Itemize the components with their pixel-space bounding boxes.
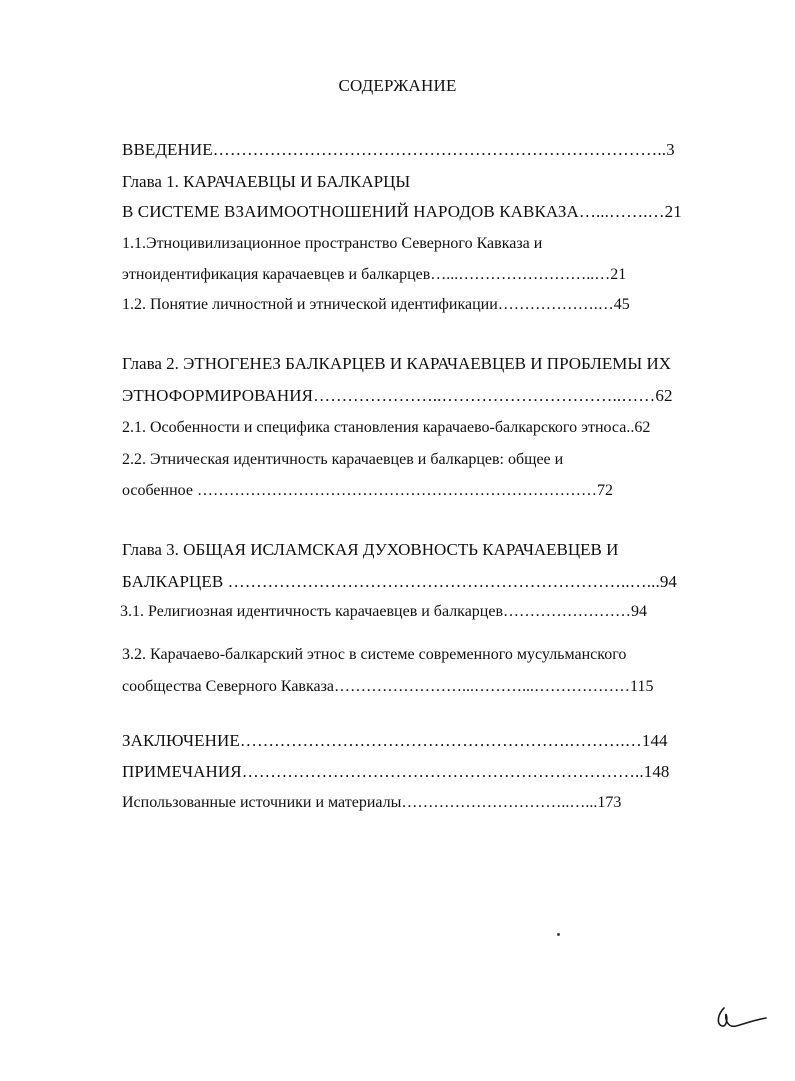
toc-entry-conclusion: ЗАКЛЮЧЕНИЕ………………………………………………….……….…144	[122, 731, 668, 750]
page-title: СОДЕРЖАНИЕ	[338, 76, 457, 95]
toc-section-3-2-line-2: сообщества Северного Кавказа……………………...………...………………115	[122, 678, 654, 695]
toc-chapter-1-heading: Глава 1. КАРАЧАЕВЦЫ И БАЛКАРЦЫ	[122, 172, 411, 191]
toc-chapter-3-title: БАЛКАРЦЕВ ……………………………………………………………..…...94	[122, 572, 678, 591]
toc-chapter-2-title: ЭТНОФОРМИРОВАНИЯ…………………..…………………………..……62	[122, 386, 673, 405]
toc-section-2-1: 2.1. Особенности и специфика становления карачаево-балкарского этноса..62	[122, 419, 651, 436]
toc-chapter-1-title: В СИСТЕМЕ ВЗАИМООТНОШЕНИЙ НАРОДОВ КАВКАЗА…...…….…21	[122, 202, 682, 221]
toc-section-1-2: 1.2. Понятие личностной и этнической идентификации……………….…45	[122, 296, 630, 313]
toc-section-2-2-line-2: особенное …………………………………………………………………72	[122, 482, 613, 499]
toc-chapter-3-heading: Глава 3. ОБЩАЯ ИСЛАМСКАЯ ДУХОВНОСТЬ КАРАЧАЕВЦЕВ И	[122, 540, 619, 559]
toc-chapter-2-heading: Глава 2. ЭТНОГЕНЕЗ БАЛКАРЦЕВ И КАРАЧАЕВЦЕВ И ПРОБЛЕМЫ ИХ	[122, 354, 672, 373]
handwritten-signature-icon	[712, 1000, 768, 1036]
toc-section-1-1-line-1: 1.1.Этноцивилизационное пространство Северного Кавказа и	[122, 235, 543, 252]
stray-dot-mark	[557, 933, 560, 936]
toc-section-3-2-line-1: 3.2. Карачаево-балкарский этнос в системе современного мусульманского	[122, 646, 627, 663]
toc-section-3-1: 3.1. Религиозная идентичность карачаевцев и балкарцев……………………94	[120, 603, 648, 620]
toc-section-2-2-line-1: 2.2. Этническая идентичность карачаевцев и балкарцев: общее и	[122, 451, 564, 468]
toc-section-1-1-line-2: этноидентификация карачаевцев и балкарцев…...……………………..…21	[122, 266, 627, 283]
toc-entry-sources: Использованные источники и материалы…………………………..…...173	[122, 794, 622, 811]
toc-entry-introduction: ВВЕДЕНИЕ……………………………………………………………………..3	[122, 140, 675, 159]
toc-entry-notes: ПРИМЕЧАНИЯ……………………………………………………………..148	[122, 762, 670, 781]
